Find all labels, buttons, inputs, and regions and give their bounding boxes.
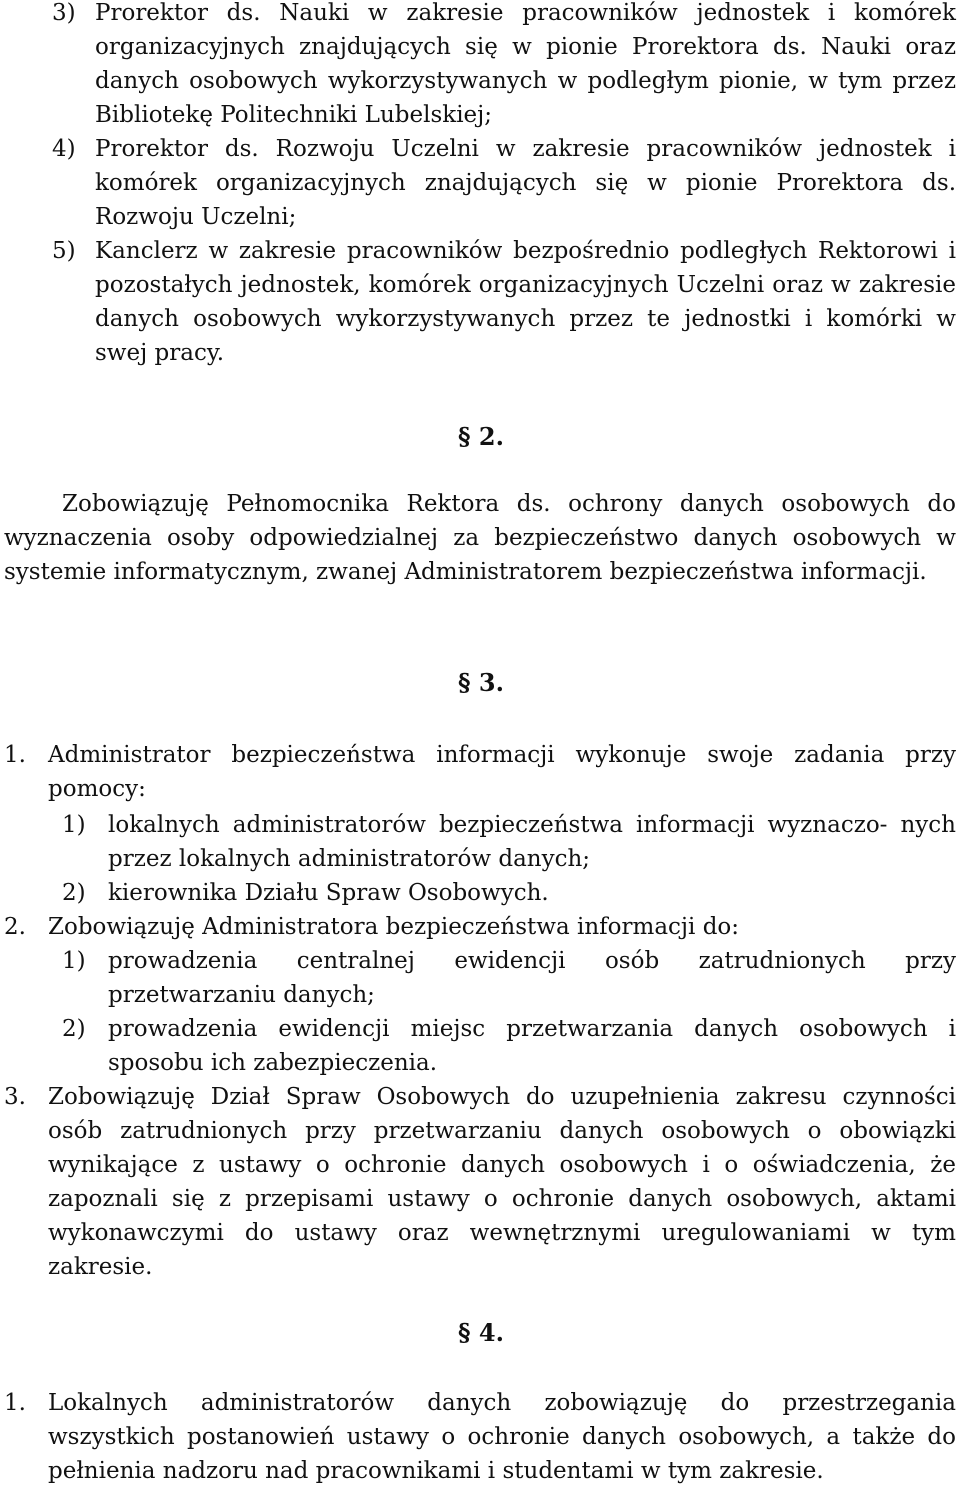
numbered-item	[4, 1386, 956, 1488]
item-number: 1.	[4, 742, 26, 768]
list-item-number: 5)	[52, 238, 76, 264]
item-text: Lokalnych administratorów danych zobowiązuję do przestrzegania wszystkich postanowień ustawy o ochronie danych osobowych, a także do pełnienia nadzoru nad pracownikami i studentami w tym zakresie.	[48, 1390, 956, 1484]
list-item-number: 3)	[52, 0, 76, 26]
sub-item-text: prowadzenia centralnej ewidencji osób zatrudnionych przy przetwarzaniu danych;	[108, 948, 956, 1008]
sub-item-number: 2)	[62, 880, 86, 906]
item-number: 3.	[4, 1084, 26, 1110]
item-text: Zobowiązuję Dział Spraw Osobowych do uzupełnienia zakresu czynności osób zatrudnionych przy przetwarzaniu danych osobowych o obowiązki wynikające z ustawy o ochronie danych osobowych i o oświadczenia, że zapoznali się z przepisami ustawy o ochronie danych osobowych, aktami wykonawczymi do ustawy oraz wewnętrznymi uregulowaniami w tym zakresie.	[48, 1084, 956, 1280]
numbered-item	[4, 1080, 956, 1284]
section-paragraph: Zobowiązuję Pełnomocnika Rektora ds. ochrony danych osobowych do wyznaczenia osoby odpowiedzialnej za bezpieczeństwo danych osobowych w systemie informatycznym, zwanej Administratorem bezpieczeństwa informacji.	[4, 491, 956, 585]
sub-item-number: 1)	[62, 812, 86, 838]
sub-item	[62, 876, 956, 910]
list-item	[52, 132, 956, 234]
sub-item-text: prowadzenia ewidencji miejsc przetwarzania danych osobowych i sposobu ich zabezpieczenia.	[108, 1016, 956, 1076]
sub-item	[62, 944, 956, 1012]
numbered-item	[4, 910, 956, 944]
sub-item	[62, 808, 956, 876]
numbered-item	[4, 738, 956, 806]
item-number: 2.	[4, 914, 26, 940]
item-text: Administrator bezpieczeństwa informacji wykonuje swoje zadania przy pomocy:	[48, 742, 956, 802]
list-item-text: Prorektor ds. Nauki w zakresie pracowników jednostek i komórek organizacyjnych znajdujących się w pionie Prorektora ds. Nauki oraz danych osobowych wykorzystywanych w podległym pionie, w tym przez Bibliotekę Politechniki Lubelskiej;	[95, 0, 956, 128]
sub-item-text: lokalnych administratorów bezpieczeństwa informacji wyznaczo- nych przez lokalnych administratorów danych;	[108, 812, 956, 872]
list-item	[52, 0, 956, 132]
list-item	[52, 234, 956, 370]
section-heading: § 3.	[458, 668, 504, 697]
section-heading: § 2.	[458, 422, 504, 451]
section-heading: § 4.	[458, 1318, 504, 1347]
list-item-number: 4)	[52, 136, 76, 162]
item-text: Zobowiązuję Administratora bezpieczeństwa informacji do:	[48, 914, 740, 940]
sub-item-text: kierownika Działu Spraw Osobowych.	[108, 880, 549, 906]
item-number: 1.	[4, 1390, 26, 1416]
list-item-text: Kanclerz w zakresie pracowników bezpośrednio podległych Rektorowi i pozostałych jednostek, komórek organizacyjnych Uczelni oraz w zakresie danych osobowych wykorzystywanych przez te jednostki i komórki w swej pracy.	[95, 238, 956, 366]
list-item-text: Prorektor ds. Rozwoju Uczelni w zakresie pracowników jednostek i komórek organizacyjnych znajdujących się w pionie Prorektora ds. Rozwoju Uczelni;	[95, 136, 956, 230]
sub-item-number: 2)	[62, 1016, 86, 1042]
sub-item-number: 1)	[62, 948, 86, 974]
sub-item	[62, 1012, 956, 1080]
